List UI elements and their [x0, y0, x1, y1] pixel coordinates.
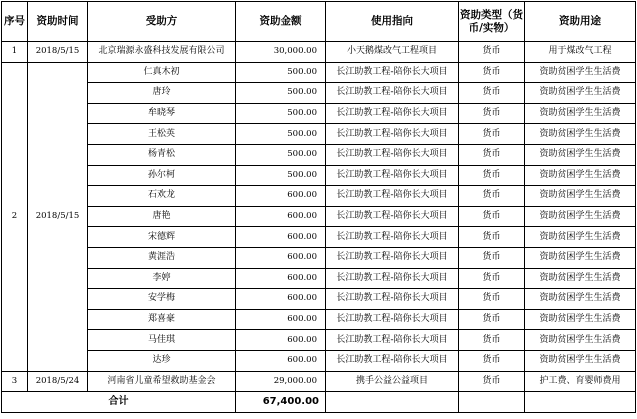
cell-amount: 600.00	[236, 350, 326, 371]
cell-recipient: 马佳琪	[88, 330, 236, 351]
cell-type: 货币	[459, 62, 525, 83]
cell-usage: 护工费、育婴师费用	[525, 371, 636, 392]
cell-direction: 长江助教工程-陪你长大项目	[326, 144, 459, 165]
cell-type: 货币	[459, 247, 525, 268]
table-row	[2, 309, 636, 330]
cell-recipient: 安学梅	[88, 289, 236, 310]
header-direction: 使用指向	[326, 2, 459, 42]
cell-recipient: 唐玲	[88, 83, 236, 104]
cell-amount: 500.00	[236, 124, 326, 145]
cell-usage: 资助贫困学生生活费	[525, 186, 636, 207]
cell-direction: 长江助教工程-陪你长大项目	[326, 62, 459, 83]
cell-recipient: 北京瑞源永盛科技发展有限公司	[88, 42, 236, 63]
cell-amount: 30,000.00	[236, 42, 326, 63]
table-row	[2, 330, 636, 351]
cell-amount: 600.00	[236, 330, 326, 351]
cell-amount: 500.00	[236, 83, 326, 104]
header-recipient: 受助方	[88, 2, 236, 42]
cell-direction: 长江助教工程-陪你长大项目	[326, 124, 459, 145]
cell-amount: 500.00	[236, 165, 326, 186]
cell-type: 货币	[459, 83, 525, 104]
table-row	[2, 206, 636, 227]
cell-type: 货币	[459, 206, 525, 227]
cell-recipient: 黄涯浩	[88, 247, 236, 268]
cell-type: 货币	[459, 371, 525, 392]
cell-recipient: 郑喜豪	[88, 309, 236, 330]
cell-date: 2018/5/24	[28, 371, 88, 392]
table-row	[2, 350, 636, 371]
cell-recipient: 牟晓琴	[88, 103, 236, 124]
total-empty-type	[459, 392, 525, 413]
cell-usage: 资助贫困学生生活费	[525, 309, 636, 330]
cell-type: 货币	[459, 227, 525, 248]
donation-table	[1, 1, 636, 413]
cell-recipient: 孙尔柯	[88, 165, 236, 186]
cell-type: 货币	[459, 124, 525, 145]
cell-type: 货币	[459, 350, 525, 371]
total-label: 合计	[2, 392, 236, 413]
cell-amount: 600.00	[236, 206, 326, 227]
cell-direction: 长江助教工程-陪你长大项目	[326, 350, 459, 371]
cell-recipient: 石欢龙	[88, 186, 236, 207]
cell-direction: 长江助教工程-陪你长大项目	[326, 247, 459, 268]
cell-direction: 长江助教工程-陪你长大项目	[326, 268, 459, 289]
table-row	[2, 83, 636, 104]
cell-usage: 资助贫困学生生活费	[525, 350, 636, 371]
cell-index: 1	[2, 42, 28, 63]
cell-usage: 资助贫困学生生活费	[525, 268, 636, 289]
header-amount: 资助金额	[236, 2, 326, 42]
cell-recipient: 杨青松	[88, 144, 236, 165]
cell-direction: 携手公益公益项目	[326, 371, 459, 392]
cell-usage: 用于煤改气工程	[525, 42, 636, 63]
cell-type: 货币	[459, 309, 525, 330]
cell-direction: 长江助教工程-陪你长大项目	[326, 289, 459, 310]
cell-direction: 长江助教工程-陪你长大项目	[326, 309, 459, 330]
table-row	[2, 124, 636, 145]
cell-usage: 资助贫困学生生活费	[525, 165, 636, 186]
total-empty-direction	[326, 392, 459, 413]
cell-type: 货币	[459, 144, 525, 165]
cell-type: 货币	[459, 330, 525, 351]
cell-usage: 资助贫困学生生活费	[525, 289, 636, 310]
cell-usage: 资助贫困学生生活费	[525, 62, 636, 83]
table-row	[2, 227, 636, 248]
cell-usage: 资助贫困学生生活费	[525, 227, 636, 248]
cell-usage: 资助贫困学生生活费	[525, 247, 636, 268]
cell-type: 货币	[459, 165, 525, 186]
cell-recipient: 李婷	[88, 268, 236, 289]
cell-usage: 资助贫困学生生活费	[525, 144, 636, 165]
cell-amount: 600.00	[236, 309, 326, 330]
cell-amount: 500.00	[236, 144, 326, 165]
cell-type: 货币	[459, 103, 525, 124]
cell-type: 货币	[459, 289, 525, 310]
cell-recipient: 宋德辉	[88, 227, 236, 248]
cell-date: 2018/5/15	[28, 42, 88, 63]
table-row	[2, 289, 636, 310]
header-type: 资助类型（货币/实物）	[459, 2, 525, 42]
cell-usage: 资助贫困学生生活费	[525, 330, 636, 351]
cell-recipient: 河南省儿童希望救助基金会	[88, 371, 236, 392]
table-row	[2, 247, 636, 268]
cell-amount: 500.00	[236, 62, 326, 83]
cell-index: 3	[2, 371, 28, 392]
cell-amount: 600.00	[236, 268, 326, 289]
cell-direction: 长江助教工程-陪你长大项目	[326, 227, 459, 248]
total-row	[2, 392, 636, 413]
cell-amount: 600.00	[236, 247, 326, 268]
table-body	[2, 42, 636, 392]
header-row	[2, 2, 636, 42]
cell-direction: 长江助教工程-陪你长大项目	[326, 165, 459, 186]
cell-recipient: 唐艳	[88, 206, 236, 227]
table-row	[2, 144, 636, 165]
cell-recipient: 王松英	[88, 124, 236, 145]
header-date: 资助时间	[28, 2, 88, 42]
table-row	[2, 371, 636, 392]
cell-usage: 资助贫困学生生活费	[525, 103, 636, 124]
header-index: 序号	[2, 2, 28, 42]
cell-recipient: 仁真木初	[88, 62, 236, 83]
cell-amount: 600.00	[236, 289, 326, 310]
cell-direction: 小天鹅煤改气工程项目	[326, 42, 459, 63]
table-row	[2, 62, 636, 83]
cell-direction: 长江助教工程-陪你长大项目	[326, 103, 459, 124]
table-row	[2, 186, 636, 207]
total-amount: 67,400.00	[236, 392, 326, 413]
table-row	[2, 268, 636, 289]
cell-amount: 600.00	[236, 227, 326, 248]
table-row	[2, 165, 636, 186]
cell-type: 货币	[459, 268, 525, 289]
cell-index: 2	[2, 62, 28, 371]
cell-direction: 长江助教工程-陪你长大项目	[326, 206, 459, 227]
cell-type: 货币	[459, 186, 525, 207]
cell-recipient: 达珍	[88, 350, 236, 371]
cell-direction: 长江助教工程-陪你长大项目	[326, 83, 459, 104]
cell-amount: 600.00	[236, 186, 326, 207]
table-row	[2, 42, 636, 63]
cell-type: 货币	[459, 42, 525, 63]
cell-usage: 资助贫困学生生活费	[525, 83, 636, 104]
cell-amount: 29,000.00	[236, 371, 326, 392]
cell-direction: 长江助教工程-陪你长大项目	[326, 330, 459, 351]
header-usage: 资助用途	[525, 2, 636, 42]
table-row	[2, 103, 636, 124]
cell-direction: 长江助教工程-陪你长大项目	[326, 186, 459, 207]
cell-usage: 资助贫困学生生活费	[525, 206, 636, 227]
cell-date: 2018/5/15	[28, 62, 88, 371]
cell-amount: 500.00	[236, 103, 326, 124]
cell-usage: 资助贫困学生生活费	[525, 124, 636, 145]
total-empty-usage	[525, 392, 636, 413]
